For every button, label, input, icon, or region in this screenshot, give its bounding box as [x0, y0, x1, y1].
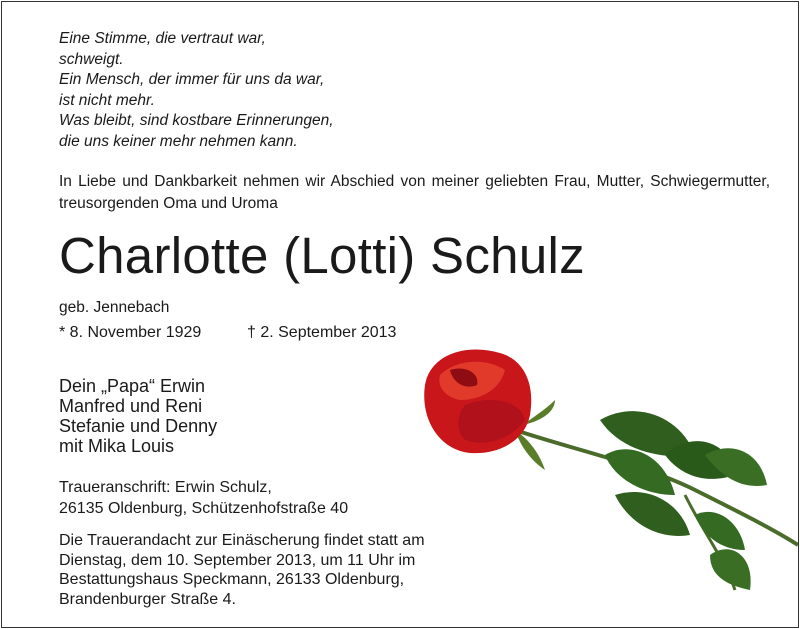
ceremony-line: Bestattungshaus Speckmann, 26133 Oldenburg,: [59, 571, 405, 588]
death-date: † 2. September 2013: [247, 324, 397, 341]
ceremony-line: Brandenburger Straße 4.: [59, 590, 236, 608]
family-line: Manfred und Reni: [59, 396, 203, 416]
ceremony-line: Dienstag, dem 10. September 2013, um 11 Uhr im: [59, 551, 416, 569]
address-line: 26135 Oldenburg, Schützenhofstraße 40: [59, 499, 349, 517]
poem-line: Eine Stimme, die vertraut war,: [59, 30, 266, 47]
family-line: Dein „Papa“ Erwin: [59, 376, 206, 396]
birth-name: geb. Jennebach: [59, 299, 170, 316]
ceremony-info: [59, 531, 425, 609]
ceremony-line: Die Trauerandacht zur Einäscherung findet statt am: [59, 532, 425, 549]
family-signatures: [59, 376, 217, 456]
poem-line: ist nicht mehr.: [59, 91, 155, 109]
family-line: mit Mika Louis: [59, 436, 175, 456]
poem: [59, 29, 334, 153]
birth-date: * 8. November 1929: [59, 324, 202, 341]
poem-line: die uns keiner mehr nehmen kann.: [59, 132, 298, 150]
poem-line: Ein Mensch, der immer für uns da war,: [59, 71, 325, 89]
address-line: Traueranschrift: Erwin Schulz,: [59, 479, 272, 496]
family-line: Stefanie und Denny: [59, 416, 218, 436]
deceased-name: Charlotte (Lotti) Schulz: [59, 227, 585, 284]
poem-line: schweigt.: [59, 50, 124, 68]
mourning-address: [59, 478, 348, 519]
poem-line: Was bleibt, sind kostbare Erinnerungen,: [59, 112, 334, 130]
rose-image: [405, 345, 798, 615]
intro-text: In Liebe und Dankbarkeit nehmen wir Abschied von meiner geliebten Frau, Mutter, Schwiegermutter, treusorgenden Oma und Uroma: [59, 173, 770, 212]
